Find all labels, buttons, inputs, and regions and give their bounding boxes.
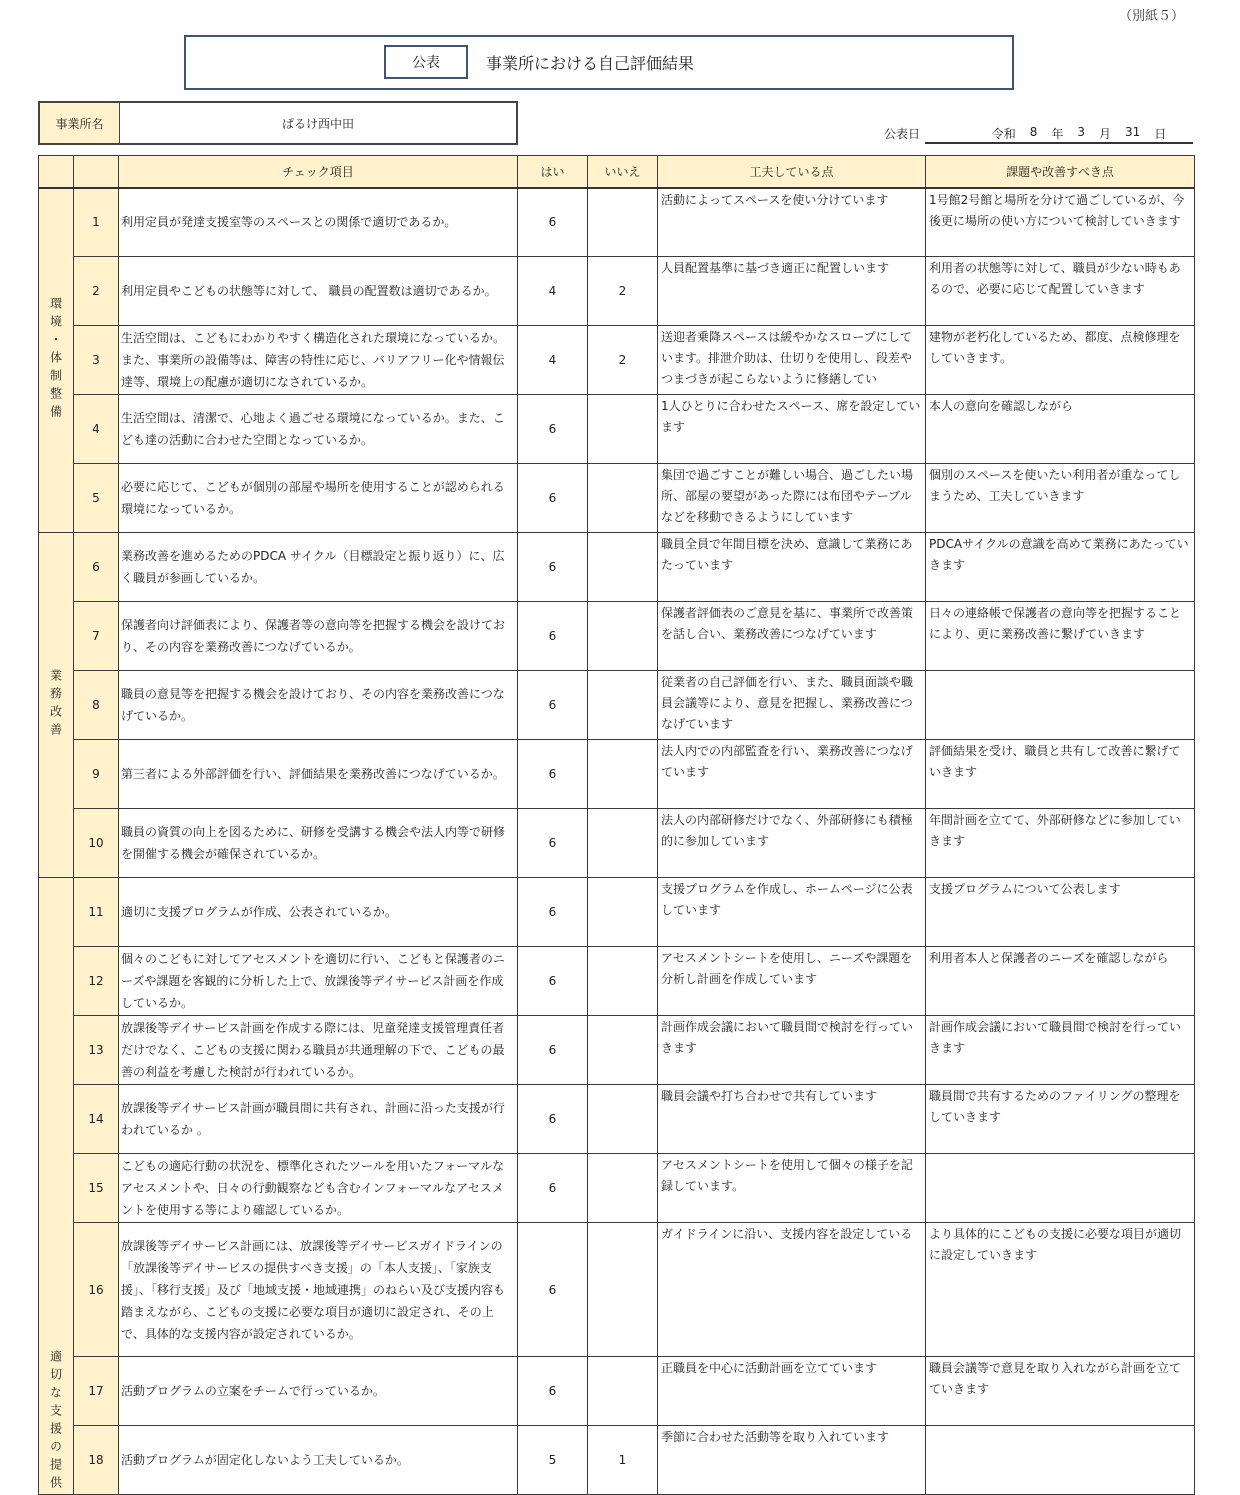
issues-note: 本人の意向を確認しながら bbox=[929, 399, 1074, 413]
no-count bbox=[588, 464, 658, 533]
item-number: 17 bbox=[74, 1357, 119, 1426]
yes-count: 6 bbox=[518, 809, 588, 878]
table-row bbox=[39, 395, 1195, 464]
date-month-unit: 月 bbox=[1099, 127, 1112, 141]
table-row bbox=[39, 671, 1195, 740]
efforts-note-cell bbox=[658, 395, 926, 464]
office-label: 事業所名 bbox=[40, 103, 120, 143]
office-name: ぱるけ西中田 bbox=[281, 116, 354, 131]
efforts-note-cell bbox=[658, 878, 926, 947]
item-number: 12 bbox=[74, 947, 119, 1016]
efforts-note-cell bbox=[658, 1016, 926, 1085]
table-row bbox=[39, 1426, 1195, 1495]
efforts-note-cell bbox=[658, 1154, 926, 1223]
category-cell bbox=[39, 533, 74, 878]
header-efforts: 工夫している点 bbox=[658, 156, 926, 188]
category-cell bbox=[39, 878, 74, 1495]
issues-note: 個別のスペースを使いたい利用者が重なってしまうため、工夫していきます bbox=[929, 468, 1181, 503]
item-number: 4 bbox=[74, 395, 119, 464]
yes-count: 6 bbox=[518, 740, 588, 809]
yes-count: 6 bbox=[518, 1016, 588, 1085]
efforts-note: ガイドラインに沿い、支援内容を設定している bbox=[661, 1227, 913, 1241]
header-issues: 課題や改善すべき点 bbox=[926, 156, 1195, 188]
efforts-note: 送迎者乗降スペースは緩やかなスロープにしています。排泄介助は、仕切りを使用し、段差やつまづきが起こらないように修繕してい bbox=[661, 330, 913, 386]
office-box bbox=[38, 101, 518, 145]
item-number: 8 bbox=[74, 671, 119, 740]
table-row bbox=[39, 1085, 1195, 1154]
table-header-row bbox=[39, 156, 1195, 188]
issues-note: 建物が老朽化しているため、都度、点検修理をしていきます。 bbox=[929, 330, 1181, 365]
no-count bbox=[588, 809, 658, 878]
issues-note: 1号館2号館と場所を分けて過ごしているが、今後更に場所の使い方について検討していきます bbox=[929, 192, 1185, 228]
check-item: 業務改善を進めるためのPDCA サイクル（目標設定と振り返り）に、広く職員が参画しているか。 bbox=[119, 533, 518, 602]
efforts-note-cell bbox=[658, 1426, 926, 1495]
item-number: 5 bbox=[74, 464, 119, 533]
yes-count: 6 bbox=[518, 464, 588, 533]
efforts-note-cell bbox=[658, 740, 926, 809]
check-item: 放課後等デイサービス計画が職員間に共有され、計画に沿った支援が行われているか 。 bbox=[119, 1085, 518, 1154]
date-era: 令和 bbox=[991, 127, 1016, 141]
table-row bbox=[39, 1223, 1195, 1357]
no-count bbox=[588, 1085, 658, 1154]
issues-note-cell bbox=[926, 740, 1195, 809]
efforts-note-cell bbox=[658, 533, 926, 602]
item-number: 1 bbox=[74, 188, 119, 257]
yes-count: 6 bbox=[518, 878, 588, 947]
no-count: 1 bbox=[588, 1426, 658, 1495]
item-number: 16 bbox=[74, 1223, 119, 1357]
efforts-note: 従業者の自己評価を行い、また、職員面談や職員会議等により、意見を把握し、業務改善につなげています bbox=[661, 675, 914, 731]
category-label: 業務改善 bbox=[48, 669, 63, 741]
issues-note-cell bbox=[926, 1426, 1195, 1495]
category-label: 適切な支援の提供 bbox=[48, 1350, 63, 1494]
yes-count: 6 bbox=[518, 395, 588, 464]
item-number: 2 bbox=[74, 257, 119, 326]
efforts-note: 1人ひとりに合わせたスペース、席を設定しています bbox=[661, 399, 921, 434]
check-item: 生活空間は、こどもにわかりやすく構造化された環境になっているか。また、事業所の設備等は、障害の特性に応じ、バリアフリー化や情報伝達等、環境上の配慮が適切になされているか。 bbox=[119, 326, 518, 395]
table-row bbox=[39, 326, 1195, 395]
efforts-note: 法人内での内部監査を行い、業務改善につなげています bbox=[661, 744, 913, 779]
issues-note: 計画作成会議において職員間で検討を行っていきます bbox=[929, 1020, 1182, 1055]
table-row bbox=[39, 809, 1195, 878]
no-count bbox=[588, 1357, 658, 1426]
issues-note: より具体的にこどもの支援に必要な項目が適切に設定していきます bbox=[929, 1227, 1182, 1262]
header-no: いいえ bbox=[588, 156, 658, 188]
issues-note-cell bbox=[926, 947, 1195, 1016]
issues-note-cell bbox=[926, 878, 1195, 947]
issues-note-cell bbox=[926, 326, 1195, 395]
yes-count: 6 bbox=[518, 533, 588, 602]
issues-note-cell bbox=[926, 809, 1195, 878]
no-count bbox=[588, 1223, 658, 1357]
efforts-note-cell bbox=[658, 1085, 926, 1154]
yes-count: 6 bbox=[518, 1085, 588, 1154]
yes-count: 4 bbox=[518, 326, 588, 395]
item-number: 10 bbox=[74, 809, 119, 878]
issues-note-cell bbox=[926, 671, 1195, 740]
efforts-note: 正職員を中心に活動計画を立てています bbox=[661, 1361, 878, 1375]
yes-count: 6 bbox=[518, 1154, 588, 1223]
efforts-note-cell bbox=[658, 602, 926, 671]
efforts-note-cell bbox=[658, 1357, 926, 1426]
efforts-note-cell bbox=[658, 257, 926, 326]
efforts-note-cell bbox=[658, 464, 926, 533]
no-count bbox=[588, 188, 658, 257]
evaluation-table bbox=[38, 155, 1195, 1495]
check-item: 個々のこどもに対してアセスメントを適切に行い、こどもと保護者のニーズや課題を客観的に分析した上で、放課後等デイサービス計画を作成しているか。 bbox=[119, 947, 518, 1016]
issues-note-cell bbox=[926, 464, 1195, 533]
issues-note: 職員会議等で意見を取り入れながら計画を立てていきます bbox=[929, 1361, 1182, 1396]
issues-note-cell bbox=[926, 533, 1195, 602]
issues-note-cell bbox=[926, 1016, 1195, 1085]
check-item: 利用定員やこどもの状態等に対して、 職員の配置数は適切であるか。 bbox=[119, 257, 518, 326]
efforts-note: 職員全員で年間目標を決め、意識して業務にあたっています bbox=[661, 537, 913, 572]
efforts-note: 職員会議や打ち合わせで共有しています bbox=[661, 1089, 878, 1103]
efforts-note: 集団で過ごすことが難しい場合、過ごしたい場所、部屋の要望があった際には布団やテーブルなどを移動できるようにしています bbox=[661, 468, 914, 524]
check-item: 保護者向け評価表により、保護者等の意向等を把握する機会を設けており、その内容を業務改善につなげているか。 bbox=[119, 602, 518, 671]
public-tag: 公表 bbox=[384, 45, 468, 79]
issues-note: PDCAサイクルの意識を高めて業務にあたっていきます bbox=[929, 537, 1189, 572]
check-item: 活動プログラムの立案をチームで行っているか。 bbox=[119, 1357, 518, 1426]
publication-date-label: 公表日 bbox=[884, 127, 921, 141]
no-count bbox=[588, 878, 658, 947]
check-item: 放課後等デイサービス計画を作成する際には、児童発達支援管理責任者だけでなく、こどもの支援に関わる職員が共通理解の下で、こどもの最善の利益を考慮した検討が行われているか。 bbox=[119, 1016, 518, 1085]
yes-count: 6 bbox=[518, 188, 588, 257]
no-count bbox=[588, 1154, 658, 1223]
issues-note-cell bbox=[926, 257, 1195, 326]
no-count bbox=[588, 740, 658, 809]
efforts-note: 法人の内部研修だけでなく、外部研修にも積極的に参加しています bbox=[661, 813, 913, 848]
item-number: 11 bbox=[74, 878, 119, 947]
item-number: 18 bbox=[74, 1426, 119, 1495]
date-year-unit: 年 bbox=[1051, 127, 1064, 141]
efforts-note: 支援プログラムを作成し、ホームページに公表しています bbox=[661, 882, 913, 917]
issues-note bbox=[926, 671, 1194, 672]
check-item: こどもの適応行動の状況を、標準化されたツールを用いたフォーマルなアセスメントや、日々の行動観察なども含むインフォーマルなアセスメントを使用する等により確認しているか。 bbox=[119, 1154, 518, 1223]
publication-date bbox=[925, 122, 1193, 144]
efforts-note: 保護者評価表のご意見を基に、事業所で改善策を話し合い、業務改善につなげています bbox=[661, 606, 914, 641]
efforts-note-cell bbox=[658, 809, 926, 878]
no-count: 2 bbox=[588, 326, 658, 395]
efforts-note: 活動によってスペースを使い分けています bbox=[661, 192, 889, 207]
check-item: 生活空間は、清潔で、心地よく過ごせる環境になっているか。また、こども達の活動に合わせた空間となっているか。 bbox=[119, 395, 518, 464]
efforts-note: アセスメントシートを使用して個々の様子を記録しています。 bbox=[661, 1158, 913, 1193]
check-item: 職員の意見等を把握する機会を設けており、その内容を業務改善につなげているか。 bbox=[119, 671, 518, 740]
check-item: 第三者による外部評価を行い、評価結果を業務改善につなげているか。 bbox=[119, 740, 518, 809]
efforts-note-cell bbox=[658, 1223, 926, 1357]
category-cell bbox=[39, 188, 74, 533]
no-count bbox=[588, 671, 658, 740]
check-item: 職員の資質の向上を図るために、研修を受講する機会や法人内等で研修を開催する機会が確保されているか。 bbox=[119, 809, 518, 878]
efforts-note-cell bbox=[658, 947, 926, 1016]
efforts-note-cell bbox=[658, 326, 926, 395]
item-number: 6 bbox=[74, 533, 119, 602]
header-check-item: チェック項目 bbox=[119, 156, 518, 188]
item-number: 9 bbox=[74, 740, 119, 809]
table-row bbox=[39, 740, 1195, 809]
item-number: 14 bbox=[74, 1085, 119, 1154]
table-row bbox=[39, 1154, 1195, 1223]
issues-note: 利用者本人と保護者のニーズを確認しながら bbox=[929, 951, 1169, 965]
no-count bbox=[588, 533, 658, 602]
date-day-unit: 日 bbox=[1154, 127, 1167, 141]
table-row bbox=[39, 1357, 1195, 1426]
table-row bbox=[39, 602, 1195, 671]
check-item: 適切に支援プログラムが作成、公表されているか。 bbox=[119, 878, 518, 947]
no-count bbox=[588, 395, 658, 464]
check-item: 活動プログラムが固定化しないよう工夫しているか。 bbox=[119, 1426, 518, 1495]
issues-note-cell bbox=[926, 602, 1195, 671]
issues-note: 職員間で共有するためのファイリングの整理をしていきます bbox=[929, 1089, 1181, 1124]
issues-note: 利用者の状態等に対して、職員が少ない時もあるので、必要に応じて配置していきます bbox=[929, 261, 1181, 296]
header-category bbox=[39, 156, 74, 188]
efforts-note-cell bbox=[658, 671, 926, 740]
yes-count: 6 bbox=[518, 602, 588, 671]
issues-note bbox=[926, 1426, 1194, 1427]
item-number: 13 bbox=[74, 1016, 119, 1085]
item-number: 7 bbox=[74, 602, 119, 671]
yes-count: 6 bbox=[518, 1357, 588, 1426]
category-label: 環境・体制整備 bbox=[48, 297, 63, 424]
no-count bbox=[588, 602, 658, 671]
check-item: 放課後等デイサービス計画には、放課後等デイサービスガイドラインの「放課後等デイサービスの提供すべき支援」の「本人支援」、「家族支援」、「移行支援」及び「地域支援・地域連携」のねらい及び支援内容も踏まえながら、こどもの支援に必要な項目が適切に設定され、その上で、具体的な支援内容が設定されているか。 bbox=[119, 1223, 518, 1357]
table-row bbox=[39, 878, 1195, 947]
table-row bbox=[39, 257, 1195, 326]
table-row bbox=[39, 464, 1195, 533]
header-number bbox=[74, 156, 119, 188]
table-row bbox=[39, 947, 1195, 1016]
yes-count: 4 bbox=[518, 257, 588, 326]
yes-count: 6 bbox=[518, 947, 588, 1016]
item-number: 15 bbox=[74, 1154, 119, 1223]
page-title: 事業所における自己評価結果 bbox=[486, 54, 695, 73]
header-yes: はい bbox=[518, 156, 588, 188]
efforts-note: 季節に合わせた活動等を取り入れています bbox=[661, 1430, 890, 1444]
efforts-note: 計画作成会議において職員間で検討を行っていきます bbox=[661, 1020, 914, 1055]
issues-note: 日々の連絡帳で保護者の意向等を把握することにより、更に業務改善に繋げていきます bbox=[929, 606, 1182, 641]
check-item: 必要に応じて、こどもが個別の部屋や場所を使用することが認められる環境になっているか。 bbox=[119, 464, 518, 533]
efforts-note: アセスメントシートを使用し、ニーズや課題を分析し計画を作成しています bbox=[661, 951, 913, 986]
date-day: 31 bbox=[1125, 125, 1141, 139]
table-row bbox=[39, 1016, 1195, 1085]
issues-note bbox=[926, 1154, 1194, 1155]
attachment-label: （別紙５） bbox=[1118, 9, 1184, 24]
table-row bbox=[39, 188, 1195, 257]
no-count: 2 bbox=[588, 257, 658, 326]
issues-note-cell bbox=[926, 1154, 1195, 1223]
yes-count: 6 bbox=[518, 671, 588, 740]
issues-note: 評価結果を受け、職員と共有して改善に繋げていきます bbox=[929, 744, 1181, 779]
yes-count: 5 bbox=[518, 1426, 588, 1495]
issues-note-cell bbox=[926, 188, 1195, 257]
item-number: 3 bbox=[74, 326, 119, 395]
no-count bbox=[588, 947, 658, 1016]
efforts-note-cell bbox=[658, 188, 926, 257]
issues-note-cell bbox=[926, 395, 1195, 464]
no-count bbox=[588, 1016, 658, 1085]
table-row bbox=[39, 533, 1195, 602]
issues-note: 支援プログラムについて公表します bbox=[929, 882, 1121, 896]
yes-count: 6 bbox=[518, 1223, 588, 1357]
issues-note-cell bbox=[926, 1357, 1195, 1426]
title-box bbox=[184, 35, 1014, 90]
issues-note: 年間計画を立てて、外部研修などに参加していきます bbox=[929, 813, 1181, 848]
check-item: 利用定員が発達支援室等のスペースとの関係で適切であるか。 bbox=[119, 188, 518, 257]
issues-note-cell bbox=[926, 1223, 1195, 1357]
issues-note-cell bbox=[926, 1085, 1195, 1154]
efforts-note: 人員配置基準に基づき適正に配置しいます bbox=[661, 261, 890, 275]
date-year: 8 bbox=[1029, 125, 1038, 139]
date-month: 3 bbox=[1077, 125, 1085, 139]
